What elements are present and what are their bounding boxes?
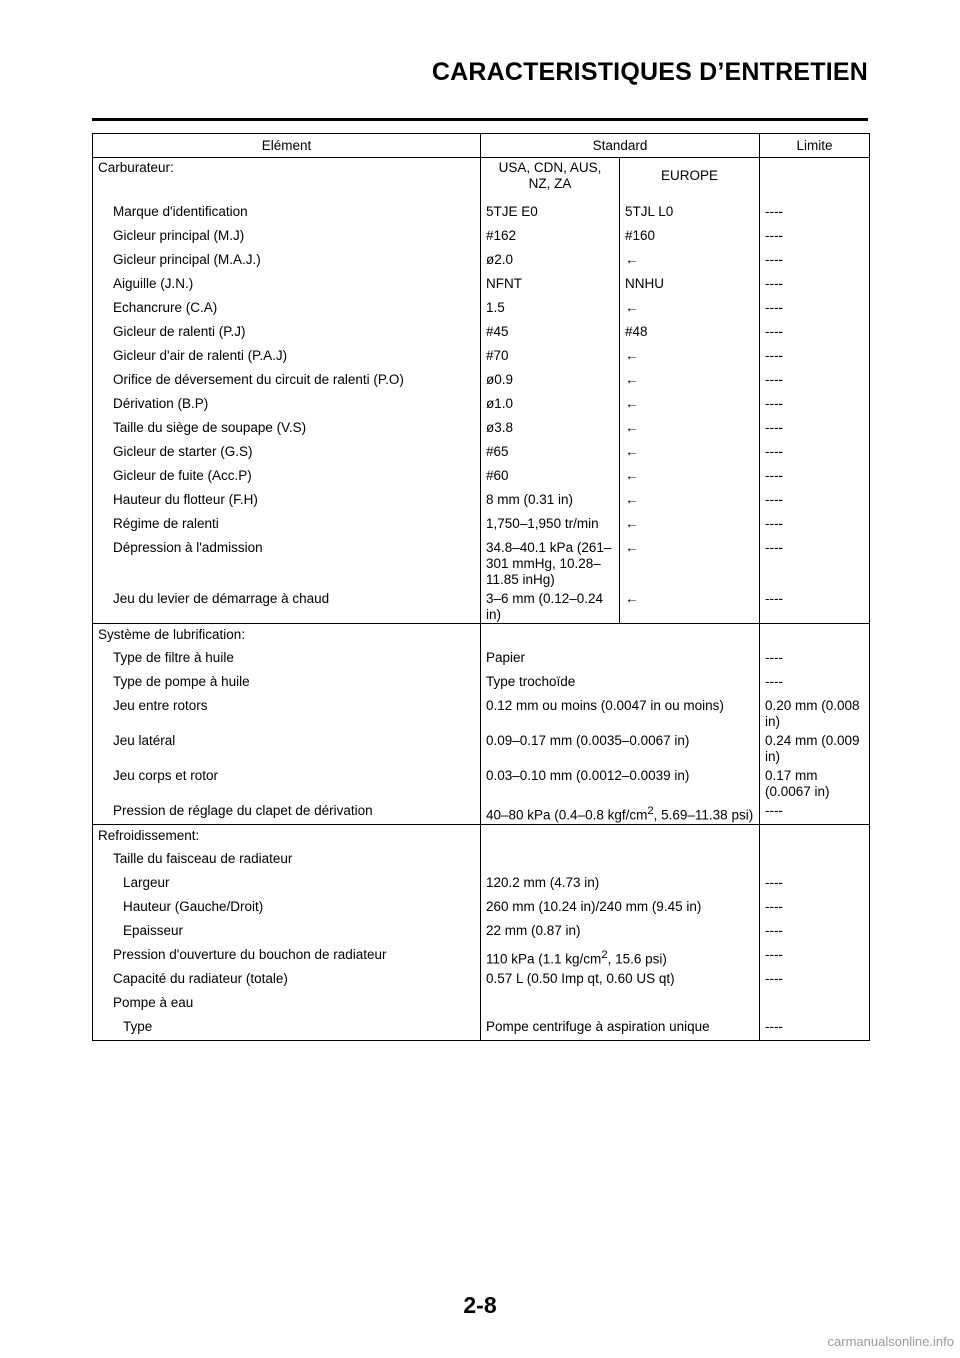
table-row — [93, 369, 870, 393]
row-label: Jeu latéral — [93, 730, 481, 765]
row-standard: 0.12 mm ou moins (0.0047 in ou moins) — [481, 695, 760, 730]
row-value-b: ← — [620, 441, 760, 465]
row-value-b: ← — [620, 345, 760, 369]
carburetor-rows — [93, 201, 870, 624]
header-element: Elément — [93, 134, 481, 158]
table-row — [93, 321, 870, 345]
row-value-b: ← — [620, 297, 760, 321]
table-header-row — [93, 134, 870, 158]
row-label: Gicleur de starter (G.S) — [93, 441, 481, 465]
row-value-b: ← — [620, 393, 760, 417]
table-row — [93, 992, 870, 1016]
table-row — [93, 765, 870, 800]
table-row — [93, 201, 870, 225]
table-row — [93, 489, 870, 513]
row-value-a: ø0.9 — [481, 369, 620, 393]
carburetor-heading: Carburateur: — [93, 158, 481, 201]
table-row — [93, 417, 870, 441]
row-limit: ---- — [760, 920, 870, 944]
row-limit: ---- — [760, 872, 870, 896]
carburetor-heading-row — [93, 158, 870, 201]
row-value-a: ø3.8 — [481, 417, 620, 441]
table-row — [93, 393, 870, 417]
table-row — [93, 273, 870, 297]
row-value-a: 5TJE E0 — [481, 201, 620, 225]
row-value-a: 34.8–40.1 kPa (261–301 mmHg, 10.28–11.85 inHg) — [481, 537, 620, 588]
table-row — [93, 249, 870, 273]
lubrication-rows — [93, 623, 870, 824]
row-limit: ---- — [760, 537, 870, 588]
row-label: Taille du faisceau de radiateur — [93, 848, 481, 872]
table-row — [93, 623, 870, 647]
table-row — [93, 824, 870, 848]
row-value-a: 1,750–1,950 tr/min — [481, 513, 620, 537]
header-standard: Standard — [481, 134, 760, 158]
row-limit: ---- — [760, 417, 870, 441]
row-limit: ---- — [760, 1016, 870, 1040]
row-limit: 0.20 mm (0.008 in) — [760, 695, 870, 730]
row-standard: 22 mm (0.87 in) — [481, 920, 760, 944]
table-row — [93, 730, 870, 765]
row-value-b: #160 — [620, 225, 760, 249]
row-value-a: #65 — [481, 441, 620, 465]
row-standard: 0.57 L (0.50 Imp qt, 0.60 US qt) — [481, 968, 760, 992]
row-label: Type — [93, 1016, 481, 1040]
row-label: Largeur — [93, 872, 481, 896]
table-row — [93, 1016, 870, 1040]
row-label: Jeu du levier de démarrage à chaud — [93, 588, 481, 624]
row-standard: 120.2 mm (4.73 in) — [481, 872, 760, 896]
row-value-a: ø1.0 — [481, 393, 620, 417]
table-row — [93, 968, 870, 992]
row-limit: ---- — [760, 201, 870, 225]
row-limit: ---- — [760, 393, 870, 417]
row-label: Régime de ralenti — [93, 513, 481, 537]
row-value-b: ← — [620, 465, 760, 489]
row-label: Hauteur du flotteur (F.H) — [93, 489, 481, 513]
row-label: Epaisseur — [93, 920, 481, 944]
row-label: Type de filtre à huile — [93, 647, 481, 671]
table-row — [93, 513, 870, 537]
header-limit: Limite — [760, 134, 870, 158]
row-label: Pression de réglage du clapet de dérivation — [93, 800, 481, 824]
table-row — [93, 848, 870, 872]
row-limit: ---- — [760, 369, 870, 393]
row-limit: ---- — [760, 465, 870, 489]
row-value-b: ← — [620, 489, 760, 513]
row-label: Capacité du radiateur (totale) — [93, 968, 481, 992]
row-limit: ---- — [760, 249, 870, 273]
table-row — [93, 800, 870, 824]
row-value-b: ← — [620, 417, 760, 441]
table-row — [93, 872, 870, 896]
row-value-a: ø2.0 — [481, 249, 620, 273]
row-value-b: ← — [620, 537, 760, 588]
table-row — [93, 671, 870, 695]
row-label: Gicleur d'air de ralenti (P.A.J) — [93, 345, 481, 369]
cooling-rows — [93, 824, 870, 1040]
row-value-a: 8 mm (0.31 in) — [481, 489, 620, 513]
page-title: CARACTERISTIQUES D’ENTRETIEN — [431, 58, 868, 86]
row-label: Marque d'identification — [93, 201, 481, 225]
row-limit: ---- — [760, 671, 870, 695]
row-label: Echancrure (C.A) — [93, 297, 481, 321]
table-row — [93, 588, 870, 624]
table-row — [93, 297, 870, 321]
row-standard: 0.03–0.10 mm (0.0012–0.0039 in) — [481, 765, 760, 800]
row-limit: ---- — [760, 513, 870, 537]
row-value-a: #70 — [481, 345, 620, 369]
table-row — [93, 896, 870, 920]
row-limit: 0.24 mm (0.009 in) — [760, 730, 870, 765]
empty — [481, 623, 760, 647]
row-value-a: #45 — [481, 321, 620, 345]
row-label: Dérivation (B.P) — [93, 393, 481, 417]
row-limit: ---- — [760, 225, 870, 249]
table-row — [93, 944, 870, 968]
row-limit: ---- — [760, 588, 870, 624]
row-label: Jeu corps et rotor — [93, 765, 481, 800]
table-row — [93, 465, 870, 489]
row-label: Taille du siège de soupape (V.S) — [93, 417, 481, 441]
cooling-heading: Refroidissement: — [93, 824, 481, 848]
row-limit: ---- — [760, 489, 870, 513]
row-value-b: #48 — [620, 321, 760, 345]
row-value-b: ← — [620, 369, 760, 393]
row-limit: ---- — [760, 800, 870, 824]
row-value-a: 3–6 mm (0.12–0.24 in) — [481, 588, 620, 624]
table-row — [93, 441, 870, 465]
empty — [760, 623, 870, 647]
row-label: Orifice de déversement du circuit de ralenti (P.O) — [93, 369, 481, 393]
row-limit: ---- — [760, 273, 870, 297]
carburetor-col-a: USA, CDN, AUS, NZ, ZA — [481, 158, 620, 201]
carburetor-col-b: EUROPE — [620, 158, 760, 201]
row-limit: ---- — [760, 321, 870, 345]
table-row — [93, 695, 870, 730]
row-value-b: ← — [620, 513, 760, 537]
row-value-a: 1.5 — [481, 297, 620, 321]
lubrication-heading: Système de lubrification: — [93, 623, 481, 647]
row-limit: ---- — [760, 297, 870, 321]
row-value-b: ← — [620, 249, 760, 273]
row-label: Pompe à eau — [93, 992, 481, 1016]
row-label: Gicleur principal (M.A.J.) — [93, 249, 481, 273]
row-value-b: ← — [620, 588, 760, 624]
page-number: 2-8 — [463, 1292, 497, 1318]
row-label: Gicleur principal (M.J) — [93, 225, 481, 249]
row-label: Gicleur de fuite (Acc.P) — [93, 465, 481, 489]
row-standard: Type trochoïde — [481, 671, 760, 695]
title-rule — [92, 118, 868, 121]
row-value-b: NNHU — [620, 273, 760, 297]
row-value-a: #60 — [481, 465, 620, 489]
table-row — [93, 345, 870, 369]
spec-table — [92, 133, 870, 1041]
row-value-a: NFNT — [481, 273, 620, 297]
row-standard: Pompe centrifuge à aspiration unique — [481, 1016, 760, 1040]
row-limit: ---- — [760, 647, 870, 671]
row-limit: ---- — [760, 896, 870, 920]
row-label: Gicleur de ralenti (P.J) — [93, 321, 481, 345]
row-label: Hauteur (Gauche/Droit) — [93, 896, 481, 920]
row-label: Jeu entre rotors — [93, 695, 481, 730]
row-standard: 110 kPa (1.1 $kg/cm^2$, 15.6 psi) — [481, 944, 760, 968]
table-row — [93, 537, 870, 588]
row-label: Dépression à l'admission — [93, 537, 481, 588]
row-label: Type de pompe à huile — [93, 671, 481, 695]
watermark: carmanualsonline.info — [827, 1334, 954, 1349]
row-value-a: #162 — [481, 225, 620, 249]
row-limit: ---- — [760, 944, 870, 968]
row-standard: 40–80 kPa (0.4–0.8 kgf/$cm^2$, 5.69–11.38 psi) — [481, 800, 760, 824]
row-label: Aiguille (J.N.) — [93, 273, 481, 297]
table-row — [93, 225, 870, 249]
row-standard: 0.09–0.17 mm (0.0035–0.0067 in) — [481, 730, 760, 765]
row-value-b: 5TJL L0 — [620, 201, 760, 225]
row-limit: ---- — [760, 968, 870, 992]
row-label: Pression d'ouverture du bouchon de radiateur — [93, 944, 481, 968]
table-row — [93, 647, 870, 671]
row-limit: 0.17 mm (0.0067 in) — [760, 765, 870, 800]
table-row — [93, 920, 870, 944]
row-standard: 260 mm (10.24 in)/240 mm (9.45 in) — [481, 896, 760, 920]
row-limit: ---- — [760, 345, 870, 369]
row-limit: ---- — [760, 441, 870, 465]
row-standard: Papier — [481, 647, 760, 671]
